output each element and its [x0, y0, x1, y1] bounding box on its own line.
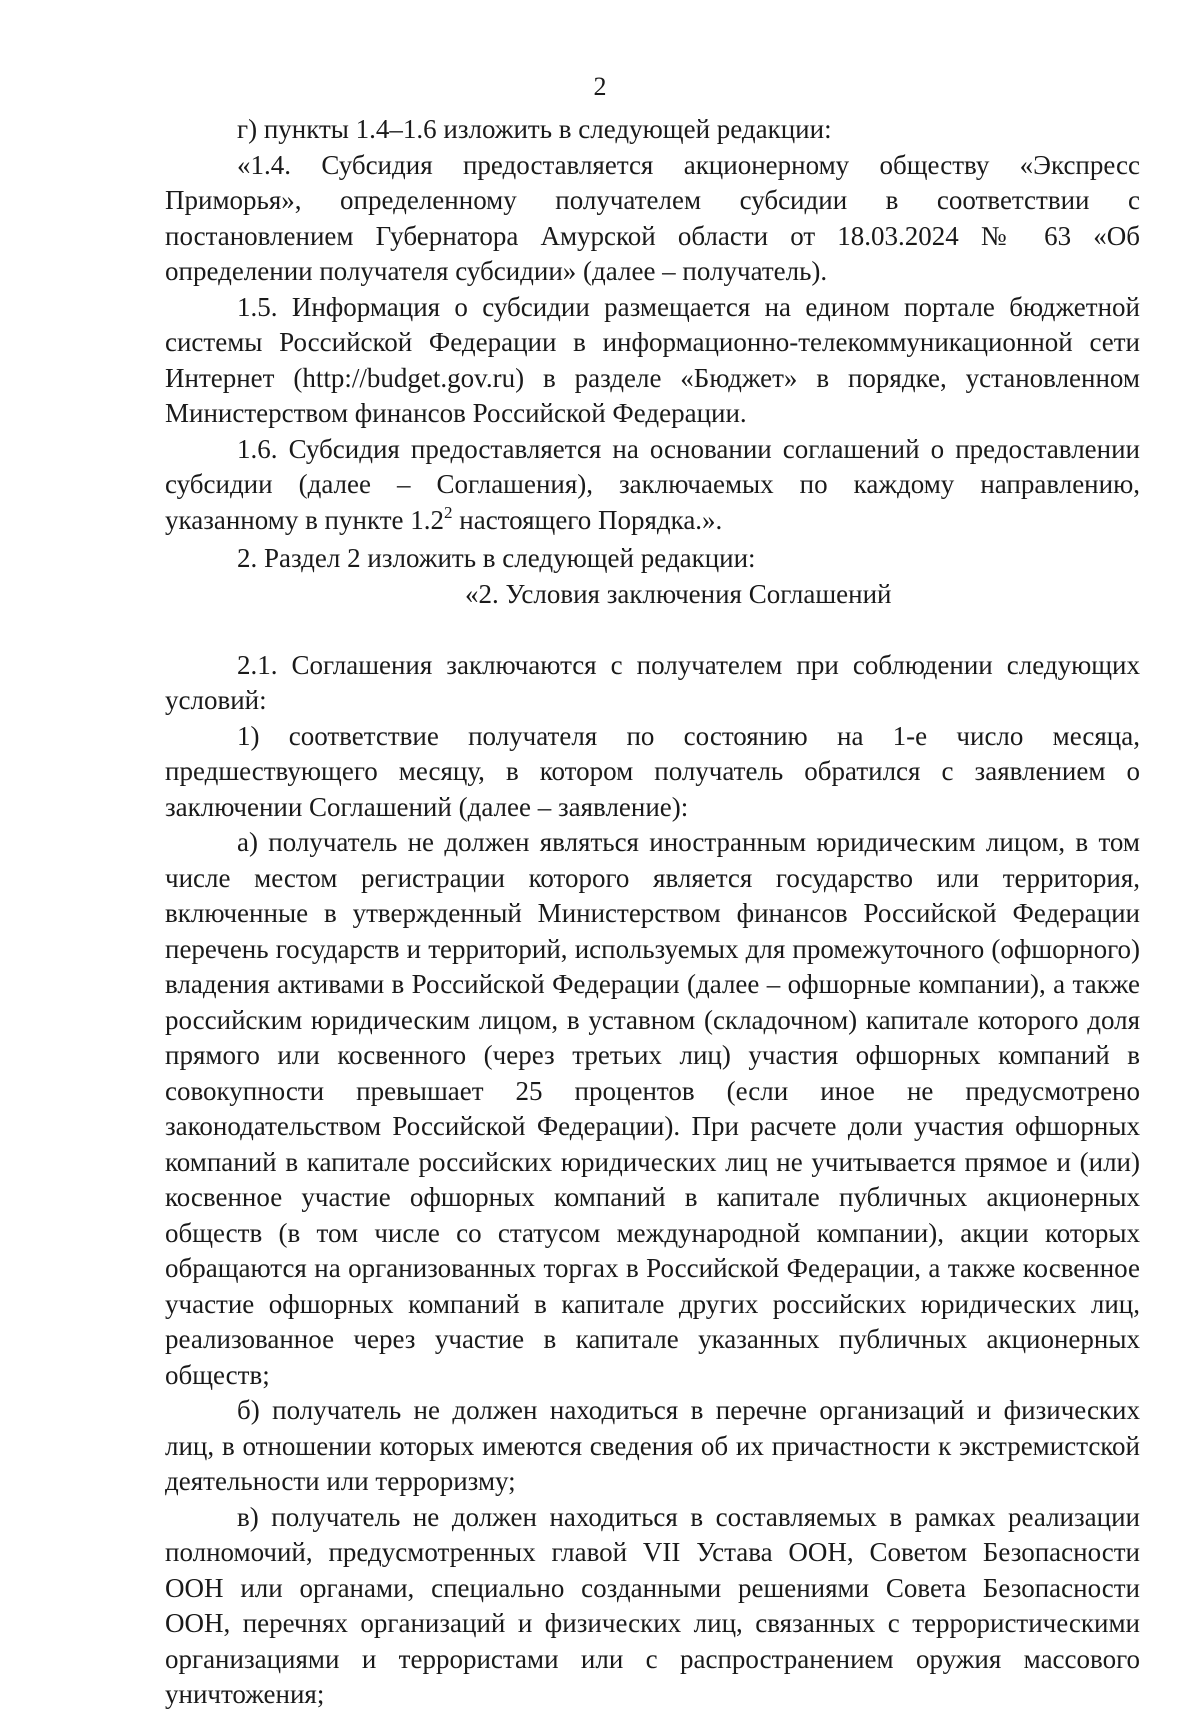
- paragraph-section-2-intro: 2. Раздел 2 изложить в следующей редакции:: [237, 543, 756, 573]
- paragraph-condition-1: 1) соответствие получателя по состоянию на 1-е число месяца, предшествующего месяцу, в котором получатель обратился с заявлением о заключении Соглашений (далее – заявление):: [165, 720, 1140, 822]
- document-body: [165, 112, 1140, 1713]
- paragraph-1-6: [165, 432, 1140, 542]
- paragraph-1-6-tail: настоящего Порядка.».: [452, 504, 723, 535]
- paragraph-1-6-text: 1.6. Субсидия предоставляется на основании соглашений о предоставлении субсидии (далее – Соглашения), заключаемых по каждому направлению, указанному в пункте 1.2: [165, 433, 1140, 535]
- paragraph-2-1: 2.1. Соглашения заключаются с получателем при соблюдении следующих условий:: [165, 649, 1140, 715]
- paragraph-g-intro: г) пункты 1.4–1.6 изложить в следующей редакции:: [237, 114, 832, 144]
- page-number: 2: [593, 72, 607, 101]
- superscript: 2: [444, 502, 453, 522]
- paragraph-1-4: «1.4. Субсидия предоставляется акционерному обществу «Экспресс Приморья», определенному получателем субсидии в соответствии с постановлением Губернатора Амурской области от 18.03.2024 № 63 «Об определении получателя субсидии» (далее – получатель).: [165, 149, 1140, 286]
- paragraph-1-5: 1.5. Информация о субсидии размещается на едином портале бюджетной системы Российской Федерации в информационно-телекоммуникационной сети Интернет (http://budget.gov.ru) в разделе «Бюджет» в порядке, установленном Министерством финансов Российской Федерации.: [165, 291, 1140, 428]
- paragraph-condition-v: в) получатель не должен находиться в составляемых в рамках реализации полномочий, предусмотренных главой VII Устава ООН, Советом Безопасности ООН или органами, специально созданными решениями Совета Безопасности ООН, перечнях организаций и физических лиц, связанных с террористическими организациями и террористами или с распространением оружия массового уничтожения;: [165, 1501, 1140, 1709]
- paragraph-condition-a: а) получатель не должен являться иностранным юридическим лицом, в том числе местом регистрации которого является государство или территория, включенные в утвержденный Министерством финансов Российской Федерации перечень государств и территорий, используемых для промежуточного (офшорного) владения активами в Российской Федерации (далее – офшорные компании), а также российским юридическим лицом, в уставном (складочном) капитале которого доля прямого или косвенного (через третьих лиц) участия офшорных компаний в совокупности превышает 25 процентов (если иное не предусмотрено законодательством Российской Федерации). При расчете доли участия офшорных компаний в капитале российских юридических лиц не учитывается прямое и (или) косвенное участие офшорных компаний в капитале публичных акционерных обществ (в том числе со статусом международной компании), акции которых обращаются на организованных торгах в Российской Федерации, а также косвенное участие офшорных компаний в капитале других российских юридических лиц, реализованное через участие в капитале указанных публичных акционерных обществ;: [165, 827, 1140, 1390]
- paragraph-condition-b: б) получатель не должен находиться в перечне организаций и физических лиц, в отношении которых имеются сведения об их причастности к экстремистской деятельности или терроризму;: [165, 1395, 1140, 1496]
- blank-line: [165, 612, 1140, 648]
- section-heading: «2. Условия заключения Соглашений: [465, 578, 892, 609]
